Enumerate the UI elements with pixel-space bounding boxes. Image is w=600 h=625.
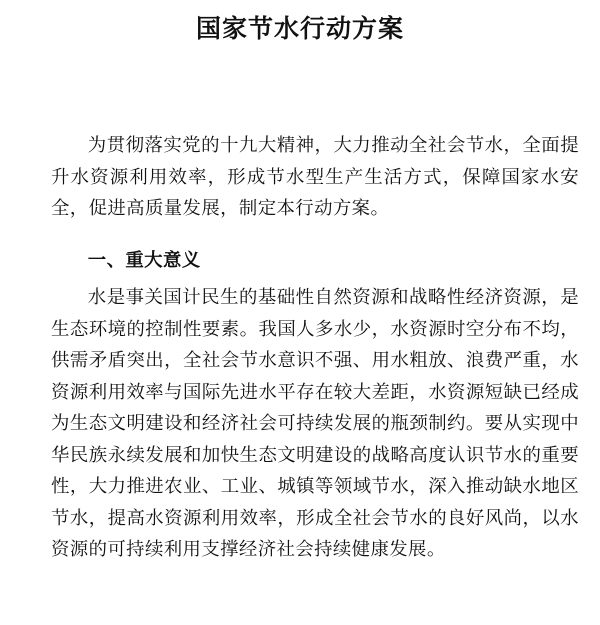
section-heading: 一、重大意义 <box>87 250 201 271</box>
intro-paragraph: 为贯彻落实党的十九大精神，大力推动全社会节水，全面提升水资源利用效率，形成节水型生产生活方式，保障国家水安全，促进高质量发展，制定本行动方案。 <box>51 135 579 219</box>
document-title: 国家节水行动方案 <box>195 14 404 43</box>
section-paragraph: 水是事关国计民生的基础性自然资源和战略性经济资源，是生态环境的控制性要素。我国人多水少，水资源时空分布不均，供需矛盾突出，全社会节水意识不强、用水粗放、浪费严重，水资源利用效率与国际先进水平存在较大差距，水资源短缺已经成为生态文明建设和经济社会可持续发展的瓶颈制约。要从实现中华民族永续发展和加快生态文明建设的战略高度认识节水的重要性，大力推进农业、工业、城镇等领域节水，深入推动缺水地区节水，提高水资源利用效率，形成全社会节水的良好风尚，以水资源的可持续利用支撑经济社会持续健康发展。 <box>51 287 579 560</box>
